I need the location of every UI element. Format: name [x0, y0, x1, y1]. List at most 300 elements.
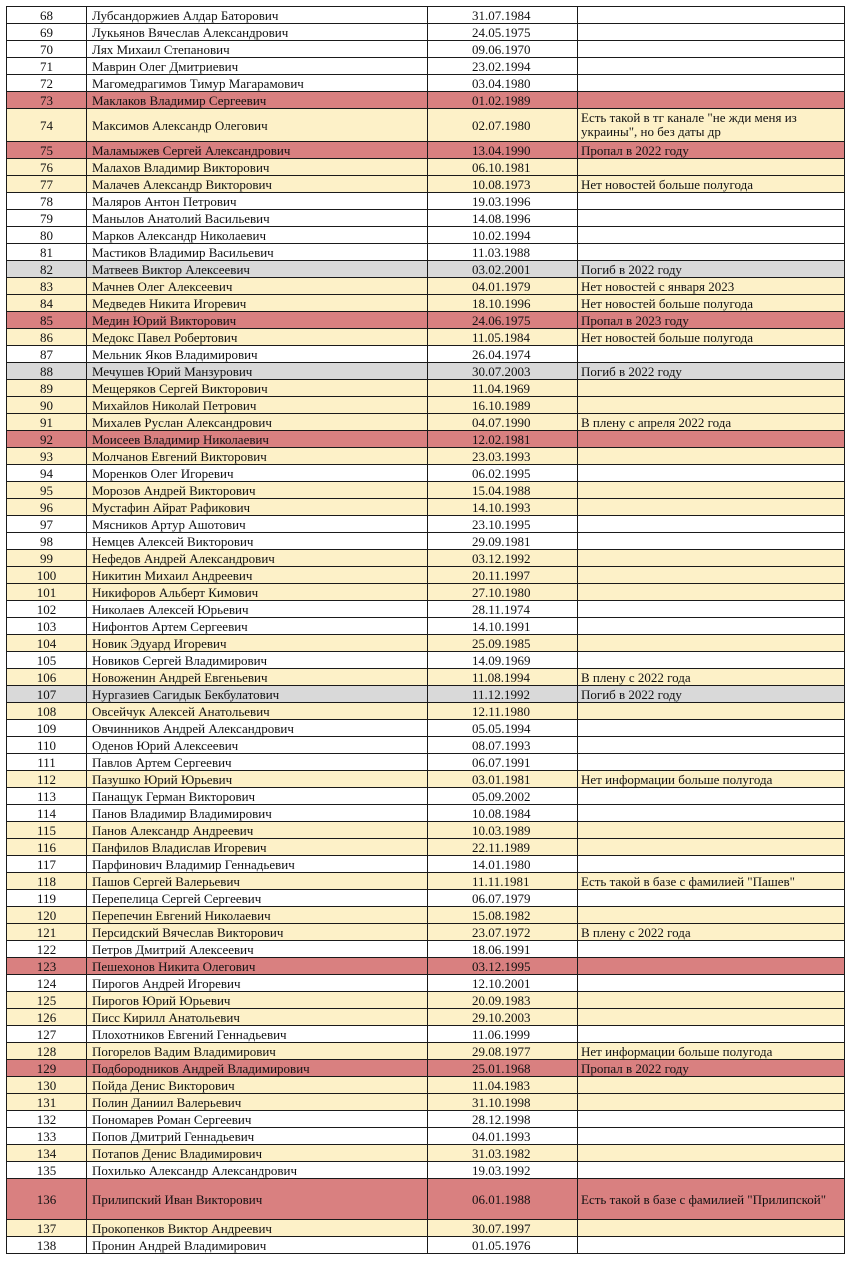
note-cell — [578, 788, 845, 805]
note-cell: Пропал в 2023 году — [578, 312, 845, 329]
note-cell — [578, 465, 845, 482]
full-name-cell: Пирогов Андрей Игоревич — [87, 975, 428, 992]
note-cell: В плену с 2022 года — [578, 669, 845, 686]
table-row — [7, 805, 845, 822]
full-name-cell: Мастиков Владимир Васильевич — [87, 244, 428, 261]
row-number-cell: 90 — [7, 397, 87, 414]
table-row — [7, 584, 845, 601]
row-number-cell: 108 — [7, 703, 87, 720]
birth-date-cell: 23.02.1994 — [428, 58, 578, 75]
full-name-cell: Медин Юрий Викторович — [87, 312, 428, 329]
table-row — [7, 346, 845, 363]
full-name-cell: Пашов Сергей Валерьевич — [87, 873, 428, 890]
row-number-cell: 79 — [7, 210, 87, 227]
birth-date-cell: 11.04.1983 — [428, 1077, 578, 1094]
full-name-cell: Овчинников Андрей Александрович — [87, 720, 428, 737]
birth-date-cell: 01.05.1976 — [428, 1237, 578, 1254]
note-cell — [578, 601, 845, 618]
full-name-cell: Маврин Олег Дмитриевич — [87, 58, 428, 75]
note-cell — [578, 941, 845, 958]
birth-date-cell: 15.08.1982 — [428, 907, 578, 924]
full-name-cell: Новоженин Андрей Евгеньевич — [87, 669, 428, 686]
birth-date-cell: 14.01.1980 — [428, 856, 578, 873]
row-number-cell: 134 — [7, 1145, 87, 1162]
table-row — [7, 193, 845, 210]
full-name-cell: Персидский Вячеслав Викторович — [87, 924, 428, 941]
table-row — [7, 788, 845, 805]
row-number-cell: 75 — [7, 142, 87, 159]
birth-date-cell: 29.10.2003 — [428, 1009, 578, 1026]
table-row — [7, 856, 845, 873]
note-cell — [578, 1128, 845, 1145]
birth-date-cell: 01.02.1989 — [428, 92, 578, 109]
note-cell — [578, 1237, 845, 1254]
row-number-cell: 113 — [7, 788, 87, 805]
full-name-cell: Молчанов Евгений Викторович — [87, 448, 428, 465]
note-cell — [578, 856, 845, 873]
note-cell — [578, 92, 845, 109]
table-row — [7, 1111, 845, 1128]
full-name-cell: Нефедов Андрей Александрович — [87, 550, 428, 567]
note-cell — [578, 482, 845, 499]
note-cell — [578, 1111, 845, 1128]
row-number-cell: 85 — [7, 312, 87, 329]
full-name-cell: Моренков Олег Игоревич — [87, 465, 428, 482]
full-name-cell: Никифоров Альберт Кимович — [87, 584, 428, 601]
note-cell — [578, 516, 845, 533]
birth-date-cell: 20.09.1983 — [428, 992, 578, 1009]
birth-date-cell: 10.08.1984 — [428, 805, 578, 822]
note-cell — [578, 805, 845, 822]
table-row — [7, 601, 845, 618]
table-row — [7, 465, 845, 482]
birth-date-cell: 31.10.1998 — [428, 1094, 578, 1111]
full-name-cell: Николаев Алексей Юрьевич — [87, 601, 428, 618]
full-name-cell: Медведев Никита Игоревич — [87, 295, 428, 312]
row-number-cell: 100 — [7, 567, 87, 584]
full-name-cell: Малахов Владимир Викторович — [87, 159, 428, 176]
table-row — [7, 1179, 845, 1220]
row-number-cell: 122 — [7, 941, 87, 958]
birth-date-cell: 14.08.1996 — [428, 210, 578, 227]
row-number-cell: 107 — [7, 686, 87, 703]
row-number-cell: 116 — [7, 839, 87, 856]
full-name-cell: Лукьянов Вячеслав Александрович — [87, 24, 428, 41]
full-name-cell: Морозов Андрей Викторович — [87, 482, 428, 499]
birth-date-cell: 11.11.1981 — [428, 873, 578, 890]
table-row — [7, 414, 845, 431]
table-row — [7, 295, 845, 312]
note-cell — [578, 397, 845, 414]
note-cell — [578, 380, 845, 397]
full-name-cell: Подбородников Андрей Владимирович — [87, 1060, 428, 1077]
note-cell — [578, 618, 845, 635]
full-name-cell: Максимов Александр Олегович — [87, 109, 428, 142]
birth-date-cell: 10.02.1994 — [428, 227, 578, 244]
full-name-cell: Полин Даниил Валерьевич — [87, 1094, 428, 1111]
table-row — [7, 686, 845, 703]
note-cell — [578, 635, 845, 652]
note-cell — [578, 1009, 845, 1026]
note-cell: Есть такой в тг канале "не жди меня из украины", но без даты др — [578, 109, 845, 142]
row-number-cell: 120 — [7, 907, 87, 924]
note-cell — [578, 907, 845, 924]
birth-date-cell: 12.10.2001 — [428, 975, 578, 992]
birth-date-cell: 08.07.1993 — [428, 737, 578, 754]
note-cell — [578, 567, 845, 584]
full-name-cell: Панащук Герман Викторович — [87, 788, 428, 805]
birth-date-cell: 06.10.1981 — [428, 159, 578, 176]
note-cell — [578, 703, 845, 720]
row-number-cell: 77 — [7, 176, 87, 193]
table-row — [7, 1237, 845, 1254]
note-cell: В плену с 2022 года — [578, 924, 845, 941]
birth-date-cell: 30.07.1997 — [428, 1220, 578, 1237]
table-row — [7, 329, 845, 346]
note-cell — [578, 499, 845, 516]
full-name-cell: Манылов Анатолий Васильевич — [87, 210, 428, 227]
row-number-cell: 132 — [7, 1111, 87, 1128]
note-cell — [578, 975, 845, 992]
birth-date-cell: 10.03.1989 — [428, 822, 578, 839]
table-row — [7, 109, 845, 142]
full-name-cell: Прилипский Иван Викторович — [87, 1179, 428, 1220]
birth-date-cell: 04.01.1993 — [428, 1128, 578, 1145]
note-cell — [578, 1077, 845, 1094]
table-row — [7, 958, 845, 975]
table-row — [7, 1220, 845, 1237]
table-row — [7, 1026, 845, 1043]
row-number-cell: 84 — [7, 295, 87, 312]
full-name-cell: Пирогов Юрий Юрьевич — [87, 992, 428, 1009]
table-row — [7, 363, 845, 380]
note-cell — [578, 159, 845, 176]
row-number-cell: 80 — [7, 227, 87, 244]
note-cell — [578, 1162, 845, 1179]
birth-date-cell: 31.07.1984 — [428, 7, 578, 24]
row-number-cell: 118 — [7, 873, 87, 890]
note-cell: Погиб в 2022 году — [578, 261, 845, 278]
row-number-cell: 114 — [7, 805, 87, 822]
full-name-cell: Пронин Андрей Владимирович — [87, 1237, 428, 1254]
note-cell: Нет новостей больше полугода — [578, 295, 845, 312]
note-cell — [578, 244, 845, 261]
row-number-cell: 117 — [7, 856, 87, 873]
birth-date-cell: 18.10.1996 — [428, 295, 578, 312]
birth-date-cell: 05.09.2002 — [428, 788, 578, 805]
note-cell — [578, 41, 845, 58]
table-row — [7, 754, 845, 771]
row-number-cell: 94 — [7, 465, 87, 482]
note-cell: Нет новостей с января 2023 — [578, 278, 845, 295]
full-name-cell: Мельник Яков Владимирович — [87, 346, 428, 363]
full-name-cell: Потапов Денис Владимирович — [87, 1145, 428, 1162]
row-number-cell: 95 — [7, 482, 87, 499]
table-row — [7, 839, 845, 856]
note-cell: Нет информации больше полугода — [578, 771, 845, 788]
birth-date-cell: 26.04.1974 — [428, 346, 578, 363]
birth-date-cell: 03.12.1995 — [428, 958, 578, 975]
birth-date-cell: 11.12.1992 — [428, 686, 578, 703]
row-number-cell: 137 — [7, 1220, 87, 1237]
full-name-cell: Малачев Александр Викторович — [87, 176, 428, 193]
note-cell — [578, 839, 845, 856]
birth-date-cell: 29.09.1981 — [428, 533, 578, 550]
note-cell — [578, 75, 845, 92]
full-name-cell: Панфилов Владислав Игоревич — [87, 839, 428, 856]
table-row — [7, 720, 845, 737]
row-number-cell: 97 — [7, 516, 87, 533]
full-name-cell: Мечушев Юрий Манзурович — [87, 363, 428, 380]
note-cell — [578, 584, 845, 601]
full-name-cell: Пономарев Роман Сергеевич — [87, 1111, 428, 1128]
birth-date-cell: 14.09.1969 — [428, 652, 578, 669]
note-cell — [578, 1094, 845, 1111]
note-cell — [578, 227, 845, 244]
note-cell: Пропал в 2022 году — [578, 142, 845, 159]
full-name-cell: Перепелица Сергей Сергеевич — [87, 890, 428, 907]
row-number-cell: 109 — [7, 720, 87, 737]
note-cell: Пропал в 2022 году — [578, 1060, 845, 1077]
full-name-cell: Лях Михаил Степанович — [87, 41, 428, 58]
row-number-cell: 70 — [7, 41, 87, 58]
table-row — [7, 227, 845, 244]
birth-date-cell: 11.04.1969 — [428, 380, 578, 397]
birth-date-cell: 18.06.1991 — [428, 941, 578, 958]
birth-date-cell: 20.11.1997 — [428, 567, 578, 584]
birth-date-cell: 02.07.1980 — [428, 109, 578, 142]
birth-date-cell: 22.11.1989 — [428, 839, 578, 856]
table-row — [7, 176, 845, 193]
birth-date-cell: 23.07.1972 — [428, 924, 578, 941]
row-number-cell: 110 — [7, 737, 87, 754]
note-cell — [578, 7, 845, 24]
row-number-cell: 136 — [7, 1179, 87, 1220]
row-number-cell: 74 — [7, 109, 87, 142]
row-number-cell: 119 — [7, 890, 87, 907]
birth-date-cell: 16.10.1989 — [428, 397, 578, 414]
table-row — [7, 1145, 845, 1162]
birth-date-cell: 10.08.1973 — [428, 176, 578, 193]
note-cell — [578, 890, 845, 907]
row-number-cell: 123 — [7, 958, 87, 975]
birth-date-cell: 09.06.1970 — [428, 41, 578, 58]
table-row — [7, 75, 845, 92]
row-number-cell: 101 — [7, 584, 87, 601]
table-row — [7, 550, 845, 567]
row-number-cell: 82 — [7, 261, 87, 278]
full-name-cell: Панов Александр Андреевич — [87, 822, 428, 839]
row-number-cell: 76 — [7, 159, 87, 176]
full-name-cell: Матвеев Виктор Алексеевич — [87, 261, 428, 278]
full-name-cell: Нургазиев Сагидык Бекбулатович — [87, 686, 428, 703]
row-number-cell: 72 — [7, 75, 87, 92]
full-name-cell: Павлов Артем Сергеевич — [87, 754, 428, 771]
note-cell — [578, 193, 845, 210]
table-row — [7, 907, 845, 924]
birth-date-cell: 15.04.1988 — [428, 482, 578, 499]
table-row — [7, 482, 845, 499]
birth-date-cell: 11.05.1984 — [428, 329, 578, 346]
full-name-cell: Оденов Юрий Алексеевич — [87, 737, 428, 754]
table-row — [7, 1060, 845, 1077]
birth-date-cell: 06.02.1995 — [428, 465, 578, 482]
birth-date-cell: 03.01.1981 — [428, 771, 578, 788]
note-cell: Есть такой в базе с фамилией "Пашев" — [578, 873, 845, 890]
note-cell — [578, 958, 845, 975]
table-row — [7, 635, 845, 652]
row-number-cell: 73 — [7, 92, 87, 109]
table-row — [7, 873, 845, 890]
full-name-cell: Новиков Сергей Владимирович — [87, 652, 428, 669]
table-row — [7, 1043, 845, 1060]
note-cell: Есть такой в базе с фамилией "Прилипской" — [578, 1179, 845, 1220]
row-number-cell: 96 — [7, 499, 87, 516]
note-cell — [578, 652, 845, 669]
table-row — [7, 992, 845, 1009]
birth-date-cell: 28.12.1998 — [428, 1111, 578, 1128]
table-row — [7, 499, 845, 516]
full-name-cell: Немцев Алексей Викторович — [87, 533, 428, 550]
records-table-body — [7, 7, 845, 1254]
birth-date-cell: 05.05.1994 — [428, 720, 578, 737]
note-cell — [578, 431, 845, 448]
birth-date-cell: 30.07.2003 — [428, 363, 578, 380]
full-name-cell: Маклаков Владимир Сергеевич — [87, 92, 428, 109]
note-cell: Нет новостей больше полугода — [578, 176, 845, 193]
full-name-cell: Прокопенков Виктор Андреевич — [87, 1220, 428, 1237]
table-row — [7, 941, 845, 958]
table-row — [7, 244, 845, 261]
row-number-cell: 133 — [7, 1128, 87, 1145]
row-number-cell: 81 — [7, 244, 87, 261]
full-name-cell: Маламыжев Сергей Александрович — [87, 142, 428, 159]
birth-date-cell: 25.01.1968 — [428, 1060, 578, 1077]
table-row — [7, 41, 845, 58]
birth-date-cell: 23.03.1993 — [428, 448, 578, 465]
full-name-cell: Петров Дмитрий Алексеевич — [87, 941, 428, 958]
full-name-cell: Писс Кирилл Анатольевич — [87, 1009, 428, 1026]
row-number-cell: 98 — [7, 533, 87, 550]
birth-date-cell: 14.10.1991 — [428, 618, 578, 635]
row-number-cell: 71 — [7, 58, 87, 75]
row-number-cell: 89 — [7, 380, 87, 397]
table-row — [7, 312, 845, 329]
row-number-cell: 124 — [7, 975, 87, 992]
birth-date-cell: 19.03.1996 — [428, 193, 578, 210]
birth-date-cell: 23.10.1995 — [428, 516, 578, 533]
birth-date-cell: 12.02.1981 — [428, 431, 578, 448]
birth-date-cell: 13.04.1990 — [428, 142, 578, 159]
table-row — [7, 1077, 845, 1094]
row-number-cell: 83 — [7, 278, 87, 295]
row-number-cell: 102 — [7, 601, 87, 618]
birth-date-cell: 27.10.1980 — [428, 584, 578, 601]
row-number-cell: 129 — [7, 1060, 87, 1077]
row-number-cell: 78 — [7, 193, 87, 210]
table-row — [7, 58, 845, 75]
table-row — [7, 652, 845, 669]
full-name-cell: Михайлов Николай Петрович — [87, 397, 428, 414]
full-name-cell: Пазушко Юрий Юрьевич — [87, 771, 428, 788]
table-row — [7, 142, 845, 159]
note-cell — [578, 58, 845, 75]
row-number-cell: 68 — [7, 7, 87, 24]
table-row — [7, 448, 845, 465]
row-number-cell: 86 — [7, 329, 87, 346]
row-number-cell: 93 — [7, 448, 87, 465]
note-cell — [578, 1145, 845, 1162]
records-table — [6, 6, 845, 1254]
full-name-cell: Погорелов Вадим Владимирович — [87, 1043, 428, 1060]
full-name-cell: Панов Владимир Владимирович — [87, 805, 428, 822]
birth-date-cell: 06.07.1991 — [428, 754, 578, 771]
birth-date-cell: 11.06.1999 — [428, 1026, 578, 1043]
full-name-cell: Попов Дмитрий Геннадьевич — [87, 1128, 428, 1145]
full-name-cell: Плохотников Евгений Геннадьевич — [87, 1026, 428, 1043]
table-row — [7, 618, 845, 635]
birth-date-cell: 28.11.1974 — [428, 601, 578, 618]
note-cell — [578, 210, 845, 227]
full-name-cell: Никитин Михаил Андреевич — [87, 567, 428, 584]
note-cell: В плену с апреля 2022 года — [578, 414, 845, 431]
table-row — [7, 703, 845, 720]
note-cell — [578, 1026, 845, 1043]
note-cell — [578, 754, 845, 771]
table-row — [7, 890, 845, 907]
full-name-cell: Мясников Артур Ашотович — [87, 516, 428, 533]
row-number-cell: 106 — [7, 669, 87, 686]
note-cell: Погиб в 2022 году — [578, 363, 845, 380]
full-name-cell: Нифонтов Артем Сергеевич — [87, 618, 428, 635]
full-name-cell: Мачнев Олег Алексеевич — [87, 278, 428, 295]
note-cell: Нет новостей больше полугода — [578, 329, 845, 346]
row-number-cell: 103 — [7, 618, 87, 635]
birth-date-cell: 06.07.1979 — [428, 890, 578, 907]
birth-date-cell: 11.08.1994 — [428, 669, 578, 686]
birth-date-cell: 03.12.1992 — [428, 550, 578, 567]
row-number-cell: 126 — [7, 1009, 87, 1026]
table-row — [7, 159, 845, 176]
full-name-cell: Новик Эдуард Игоревич — [87, 635, 428, 652]
note-cell — [578, 550, 845, 567]
full-name-cell: Моисеев Владимир Николаевич — [87, 431, 428, 448]
note-cell — [578, 346, 845, 363]
table-row — [7, 431, 845, 448]
row-number-cell: 111 — [7, 754, 87, 771]
note-cell — [578, 448, 845, 465]
row-number-cell: 92 — [7, 431, 87, 448]
table-row — [7, 737, 845, 754]
note-cell — [578, 1220, 845, 1237]
table-row — [7, 1162, 845, 1179]
full-name-cell: Парфинович Владимир Геннадьевич — [87, 856, 428, 873]
note-cell — [578, 533, 845, 550]
birth-date-cell: 19.03.1992 — [428, 1162, 578, 1179]
birth-date-cell: 24.05.1975 — [428, 24, 578, 41]
row-number-cell: 138 — [7, 1237, 87, 1254]
row-number-cell: 91 — [7, 414, 87, 431]
full-name-cell: Похилько Александр Александрович — [87, 1162, 428, 1179]
table-row — [7, 771, 845, 788]
full-name-cell: Мустафин Айрат Рафикович — [87, 499, 428, 516]
row-number-cell: 130 — [7, 1077, 87, 1094]
row-number-cell: 87 — [7, 346, 87, 363]
birth-date-cell: 03.04.1980 — [428, 75, 578, 92]
birth-date-cell: 03.02.2001 — [428, 261, 578, 278]
full-name-cell: Овсейчук Алексей Анатольевич — [87, 703, 428, 720]
full-name-cell: Магомедрагимов Тимур Магарамович — [87, 75, 428, 92]
